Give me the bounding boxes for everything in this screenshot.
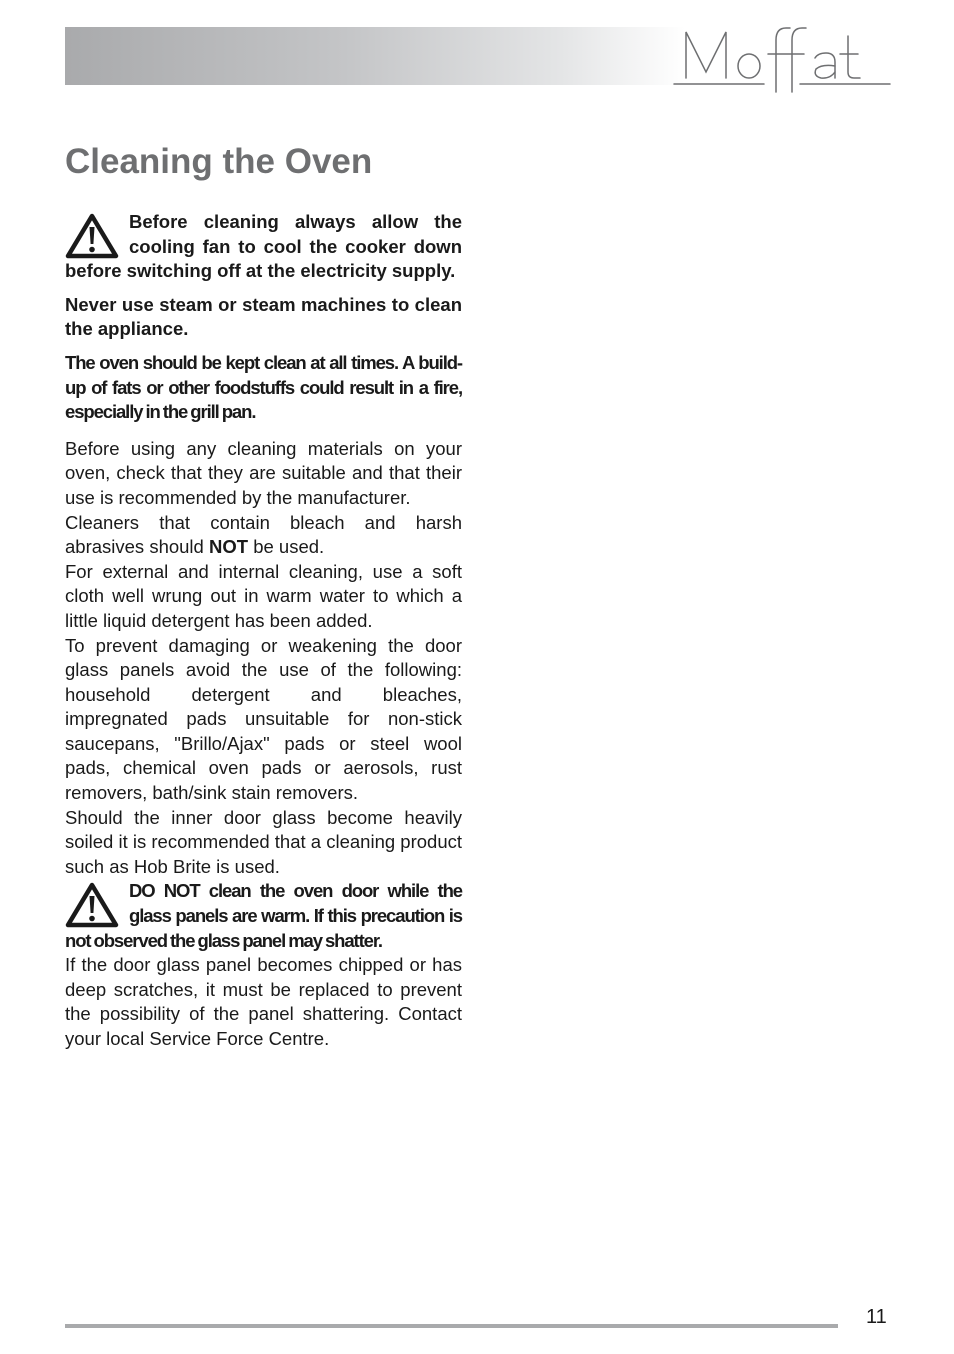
warning-triangle-icon	[65, 882, 119, 928]
cooling-fan-warning	[65, 210, 462, 284]
cooling-fan-warning-text: Before cleaning always allow the cooling fan to cool the cooker down before switching off at the electricity supply.	[65, 211, 462, 282]
warning-triangle-icon	[65, 213, 119, 259]
header-bar	[65, 27, 685, 85]
cleaning-materials-paragraph: Before using any cleaning materials on your oven, check that they are suitable and that their use is recommended by the manufacturer.	[65, 437, 462, 508]
page-title: Cleaning the Oven	[65, 142, 373, 181]
fire-warning: The oven should be kept clean at all times. A build-up of fats or other foodstuffs could result in a fire, especially in the grill pan.	[65, 351, 462, 423]
door-glass-warning-text: DO NOT clean the oven door while the glass panels are warm. If this precaution is not observed the glass panel may shatter.	[65, 880, 462, 951]
bleach-text-before: Cleaners that contain bleach and harsh abrasives should	[65, 511, 462, 558]
door-glass-paragraph: To prevent damaging or weakening the door glass panels avoid the use of the following: household detergent and bleaches, impregnated pads unsuitable for non-stick saucepans, "Brillo/Ajax" pads or steel wool pads, chemical oven pads or aerosols, rust removers, bath/sink stain removers.	[65, 634, 462, 804]
steam-warning: Never use steam or steam machines to clean the appliance.	[65, 293, 462, 340]
door-glass-warning	[65, 879, 462, 953]
page-number: 11	[866, 1306, 887, 1328]
heavily-soiled-paragraph: Should the inner door glass become heavily soiled it is recommended that a cleaning product such as Hob Brite is used.	[65, 806, 462, 877]
external-cleaning-paragraph: For external and internal cleaning, use a soft cloth well wrung out in warm water to which a little liquid detergent has been added.	[65, 560, 462, 631]
content-column	[65, 210, 462, 1052]
footer-rule	[65, 1324, 838, 1328]
bleach-text-after: be used.	[253, 536, 325, 558]
replacement-paragraph: If the door glass panel becomes chipped or has deep scratches, it must be replaced to prevent the possibility of the panel shattering. Contact your local Service Force Centre.	[65, 954, 462, 1049]
moffat-logo	[672, 20, 892, 95]
bleach-paragraph	[65, 511, 462, 560]
not-emphasis: NOT	[208, 536, 249, 558]
